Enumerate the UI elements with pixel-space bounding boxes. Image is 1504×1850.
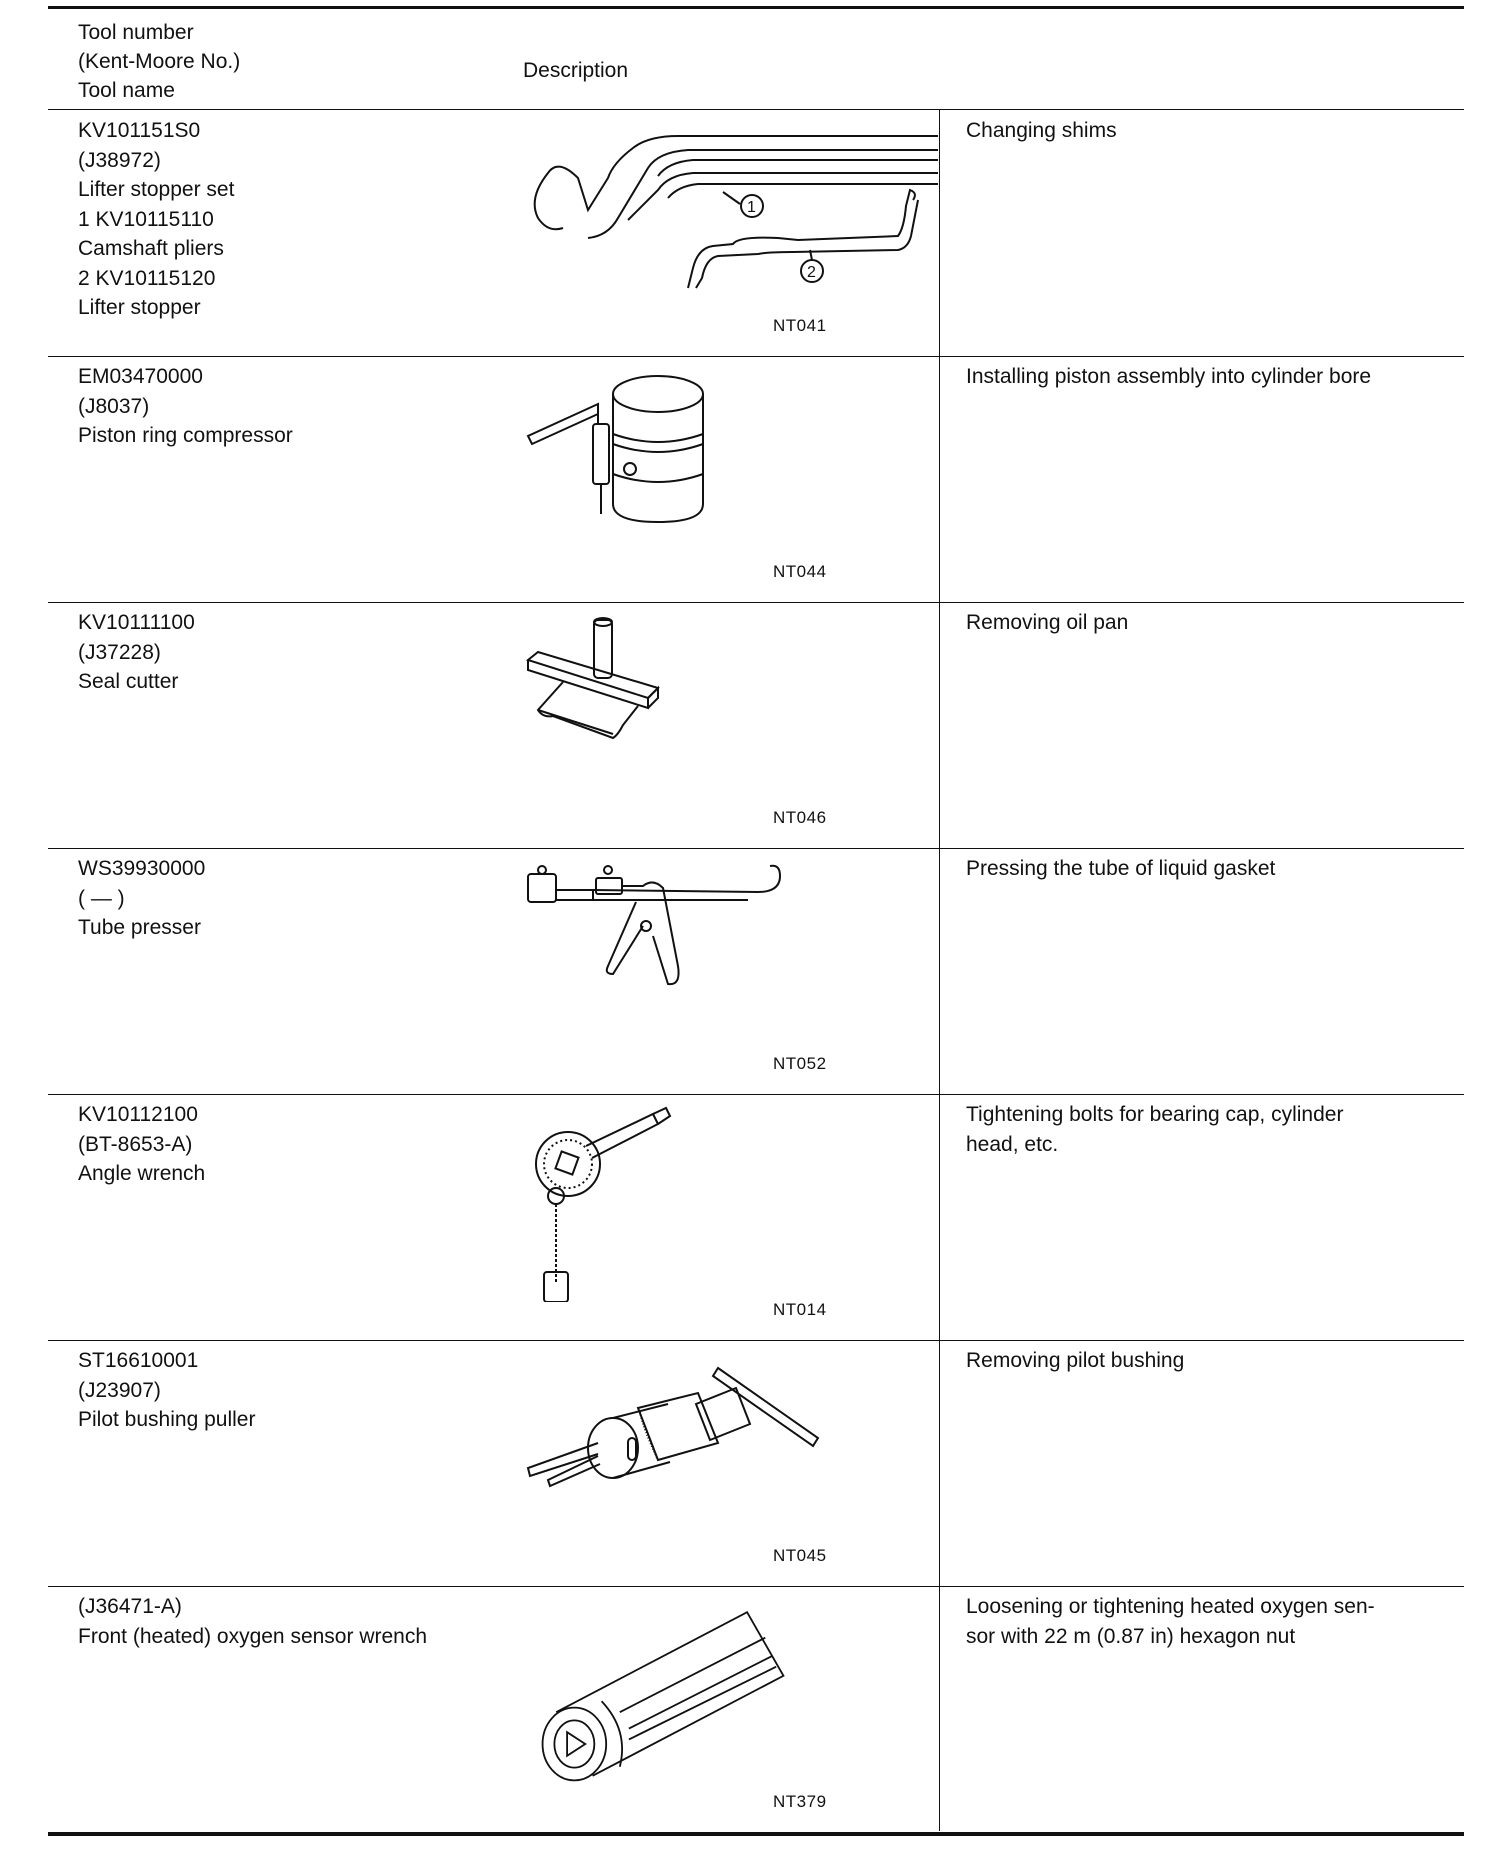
table-header <box>48 9 1464 110</box>
figure-code: NT044 <box>773 562 827 581</box>
pilot-bushing-puller-icon <box>518 1348 958 1548</box>
tool-name: Front (heated) oxygen sensor wrench <box>78 1624 428 1648</box>
tool-info <box>78 362 498 451</box>
tool-name: Angle wrench <box>78 1162 206 1185</box>
sub-tool-number: 2 KV10115120 <box>78 266 216 290</box>
tool-description <box>966 854 1446 884</box>
angle-wrench-icon <box>518 1102 958 1302</box>
description-line: head, etc. <box>966 1132 1059 1156</box>
tool-description <box>966 1346 1446 1376</box>
header-description: Description <box>523 59 629 82</box>
header-tool-name: Tool name <box>78 79 175 102</box>
kent-moore-number: (J37228) <box>78 640 161 664</box>
tool-number: EM03470000 <box>78 365 203 388</box>
tool-number: KV10111100 <box>78 611 195 634</box>
bottom-rule <box>48 1832 1464 1836</box>
figure-code: NT052 <box>773 1054 827 1073</box>
header-kent-moore: (Kent-Moore No.) <box>78 50 241 73</box>
tool-info <box>78 854 498 943</box>
figure-code: NT379 <box>773 1792 827 1811</box>
tool-number: KV101151S0 <box>78 119 201 142</box>
description-line: Changing shims <box>966 119 1117 142</box>
tool-info <box>78 608 498 697</box>
tool-name: Pilot bushing puller <box>78 1408 256 1431</box>
description-line: Pressing the tube of liquid gasket <box>966 857 1276 880</box>
kent-moore-number: (J8037) <box>78 394 150 418</box>
header-tool-column <box>78 18 240 105</box>
figure-code: NT041 <box>773 316 827 335</box>
sub-tool-name: Camshaft pliers <box>78 237 224 260</box>
tool-name: Tube presser <box>78 916 201 939</box>
description-line: Removing oil pan <box>966 611 1129 634</box>
kent-moore-number: (J23907) <box>78 1378 161 1402</box>
tool-description <box>966 362 1446 392</box>
tool-description <box>966 116 1446 146</box>
figure-code: NT014 <box>773 1300 827 1319</box>
table-row <box>48 1586 1464 1831</box>
sub-tool-name: Lifter stopper <box>78 296 201 319</box>
tool-description <box>966 1592 1446 1651</box>
tool-info <box>78 1592 498 1651</box>
tool-info <box>78 1346 498 1435</box>
table-row <box>48 356 1464 603</box>
tool-name: Piston ring compressor <box>78 424 293 447</box>
description-line: sor with 22 m (0.87 in) hexagon nut <box>966 1624 1296 1648</box>
description-line: Removing pilot bushing <box>966 1349 1185 1372</box>
tool-description <box>966 608 1446 638</box>
seal-cutter-icon <box>518 610 958 810</box>
tool-info <box>78 116 498 323</box>
table-row <box>48 1340 1464 1587</box>
table-row <box>48 110 1464 357</box>
tool-name: Lifter stopper set <box>78 178 235 201</box>
header-tool-number: Tool number <box>78 21 194 44</box>
sub-tool-number: 1 KV10115110 <box>78 207 214 231</box>
tool-name: Seal cutter <box>78 670 179 693</box>
kent-moore-number: (J36471-A) <box>78 1595 182 1618</box>
description-line: Tightening bolts for bearing cap, cylinder <box>966 1103 1344 1126</box>
tool-number: KV10112100 <box>78 1103 198 1126</box>
tool-number: WS39930000 <box>78 857 206 880</box>
description-line: Loosening or tightening heated oxygen sen- <box>966 1595 1375 1618</box>
tool-description <box>966 1100 1446 1159</box>
table-row <box>48 848 1464 1095</box>
kent-moore-number: (BT-8653-A) <box>78 1132 193 1156</box>
tool-number: ST16610001 <box>78 1349 199 1372</box>
kent-moore-number: ( — ) <box>78 886 125 910</box>
table-row <box>48 602 1464 849</box>
figure-code: NT045 <box>773 1546 827 1565</box>
camshaft-pliers-and-lifter-stopper-icon <box>518 118 958 318</box>
tube-presser-icon <box>518 856 958 1056</box>
description-line: Installing piston assembly into cylinder bore <box>966 365 1372 388</box>
figure-code: NT046 <box>773 808 827 827</box>
callout-2: 2 <box>807 264 816 281</box>
oxygen-sensor-wrench-icon <box>518 1594 958 1794</box>
piston-ring-compressor-icon <box>518 364 958 564</box>
kent-moore-number: (J38972) <box>78 148 161 172</box>
tool-info <box>78 1100 498 1189</box>
table-row <box>48 1094 1464 1341</box>
callout-1: 1 <box>747 199 756 216</box>
